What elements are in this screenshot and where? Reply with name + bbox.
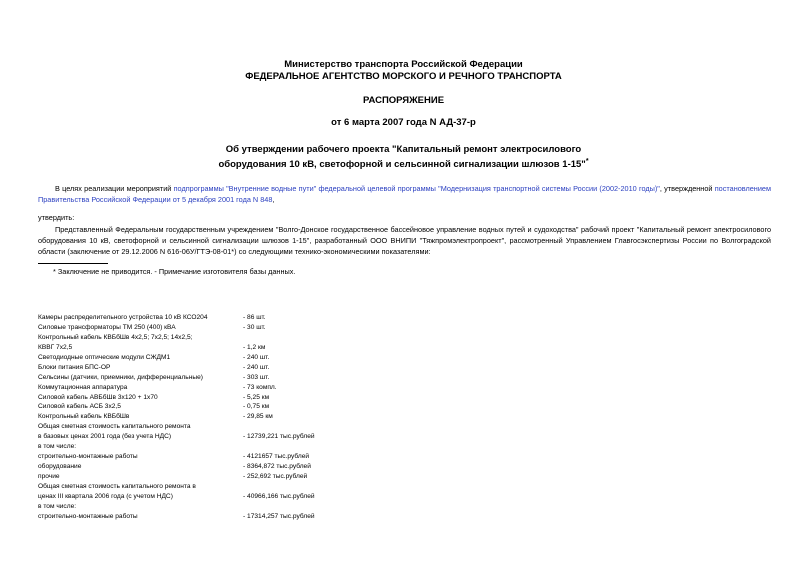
indicator-row xyxy=(38,343,398,353)
indicator-row xyxy=(38,432,398,442)
indicator-value: - 12739,221 тыс.рублей xyxy=(243,433,315,441)
indicator-row xyxy=(38,353,398,363)
title-footnote-mark: * xyxy=(585,158,589,165)
indicator-label: Коммутационная аппаратура xyxy=(38,383,128,391)
indicator-label: Силовые трансформаторы ТМ 250 (400) кВА xyxy=(38,323,176,331)
indicator-label: Общая сметная стоимость капитального ремонта xyxy=(38,423,191,431)
indicator-row xyxy=(38,442,398,452)
indicator-label: Силовой кабель АВБбШв 3х120 + 1х70 xyxy=(38,393,158,401)
indicator-label: Блоки питания БПС-ОР xyxy=(38,363,111,371)
indicator-value: - 29,85 км xyxy=(243,413,273,421)
indicator-label: оборудование xyxy=(38,463,82,471)
intro-text-1: В целях реализации мероприятий xyxy=(55,184,174,193)
indicator-row xyxy=(38,333,398,343)
footnote-text: * Заключение не приводится. - Примечание изготовителя базы данных. xyxy=(53,267,296,276)
indicator-row xyxy=(38,422,398,432)
intro-text-3: , xyxy=(272,195,275,204)
indicator-label: ценах III квартала 2006 года (с учетом НДС) xyxy=(38,492,173,500)
indicator-value: - 86 шт. xyxy=(243,314,266,321)
indicator-row xyxy=(38,502,398,512)
indicator-row xyxy=(38,512,398,522)
document-title-line-1: Об утверждении рабочего проекта "Капитальный ремонт электросилового xyxy=(225,144,582,155)
indicator-label: в том числе: xyxy=(38,502,77,510)
indicator-label: строительно-монтажные работы xyxy=(38,453,138,461)
indicator-row xyxy=(38,313,398,323)
indicator-label: в том числе: xyxy=(38,443,77,451)
indicator-label: строительно-монтажные работы xyxy=(38,512,138,520)
indicator-label: Светодиодные оптические модули СЖДМ1 xyxy=(38,353,171,361)
indicator-row xyxy=(38,383,398,393)
intro-text-2: , утвержденной xyxy=(659,184,715,193)
ministry-name: Министерство транспорта Российской Федерации xyxy=(284,59,523,70)
indicator-value: - 8364,872 тыс.рублей xyxy=(243,463,311,471)
subprogram-link[interactable]: подпрограммы "Внутренние водные пути" федеральной целевой программы "Модернизация транспортной системы России (2002-2010 годы)" xyxy=(173,184,660,193)
indicator-row xyxy=(38,452,398,462)
indicator-value: - 30 шт. xyxy=(243,323,266,331)
indicator-row xyxy=(38,363,398,373)
indicator-value: - 73 компл. xyxy=(243,383,277,391)
indicator-value: - 5,25 км xyxy=(243,393,270,401)
footnote-divider xyxy=(38,263,108,264)
indicator-value: - 240 шт. xyxy=(243,363,270,371)
document-title-line-2 xyxy=(0,156,807,171)
indicator-row xyxy=(38,373,398,383)
indicator-value: - 17314,257 тыс.рублей xyxy=(243,512,315,520)
indicator-label: Сельсины (датчики, приемники, дифференциальные) xyxy=(38,373,203,381)
indicator-value: - 252,692 тыс.рублей xyxy=(243,473,308,480)
document-date-number: от 6 марта 2007 года N АД-37-р xyxy=(331,117,476,128)
indicator-value: - 4121657 тыс.рублей xyxy=(243,453,310,461)
indicator-label: прочие xyxy=(38,473,60,480)
technical-indicators-list xyxy=(38,313,398,522)
indicator-value: - 40966,166 тыс.рублей xyxy=(243,492,315,500)
intro-paragraph xyxy=(38,183,771,205)
agency-name: ФЕДЕРАЛЬНОЕ АГЕНТСТВО МОРСКОГО И РЕЧНОГО ТРАНСПОРТА xyxy=(245,71,562,82)
indicator-row xyxy=(38,393,398,403)
indicator-row xyxy=(38,402,398,412)
indicator-value: - 0,75 км xyxy=(243,403,270,411)
approve-label: утвердить: xyxy=(38,213,75,222)
indicator-label: Камеры распределительного устройства 10 кВ КСО204 xyxy=(38,314,208,321)
indicator-row xyxy=(38,492,398,502)
indicator-label: Силовой кабель АСБ 3х2,5 xyxy=(38,403,121,411)
indicator-value: - 240 шт. xyxy=(243,353,270,361)
indicator-label: Общая сметная стоимость капитального ремонта в xyxy=(38,482,196,490)
indicator-row xyxy=(38,482,398,492)
indicator-row xyxy=(38,472,398,482)
government-decree-link[interactable]: постановлением Правительства Российской Федерации от 5 декабря 2001 года N 848 xyxy=(38,184,771,204)
indicator-label: КВВГ 7х2,5 xyxy=(38,343,73,351)
indicator-row xyxy=(38,412,398,422)
indicator-label: Контрольный кабель КВБбШв xyxy=(38,413,130,421)
indicator-row xyxy=(38,462,398,472)
document-type: РАСПОРЯЖЕНИЕ xyxy=(362,95,445,106)
title-line-2-text: оборудования 10 кВ, светофорной и сельсинной сигнализации шлюзов 1-15" xyxy=(218,159,586,171)
indicator-label: в базовых ценах 2001 года (без учета НДС) xyxy=(38,433,172,441)
indicator-value: - 1,2 км xyxy=(243,343,266,351)
indicator-value: - 303 шт. xyxy=(243,373,270,381)
project-paragraph: Представленный Федеральным государственным учреждением "Волго-Донское государственное бассейновое управление водных путей и судоходства" рабочий проект "Капитальный ремонт электросилового оборудования 10 кВ, светофорной и сельсинной сигнализации шлюзов 1-15", разработанный ООО ВНИПИ "Тяжпромэлектропроект", рассмотренный Управлением Главгосэкспертизы России по Волгоградской области (заключение от 29.12.2006 N 616-06У/ГТЭ-08-01*) со следующими технико-экономическими показателями: xyxy=(38,225,771,256)
indicator-label: Контрольный кабель КВБбШв 4х2,5; 7х2,5; 14х2,5; xyxy=(38,333,193,341)
indicator-row xyxy=(38,323,398,333)
